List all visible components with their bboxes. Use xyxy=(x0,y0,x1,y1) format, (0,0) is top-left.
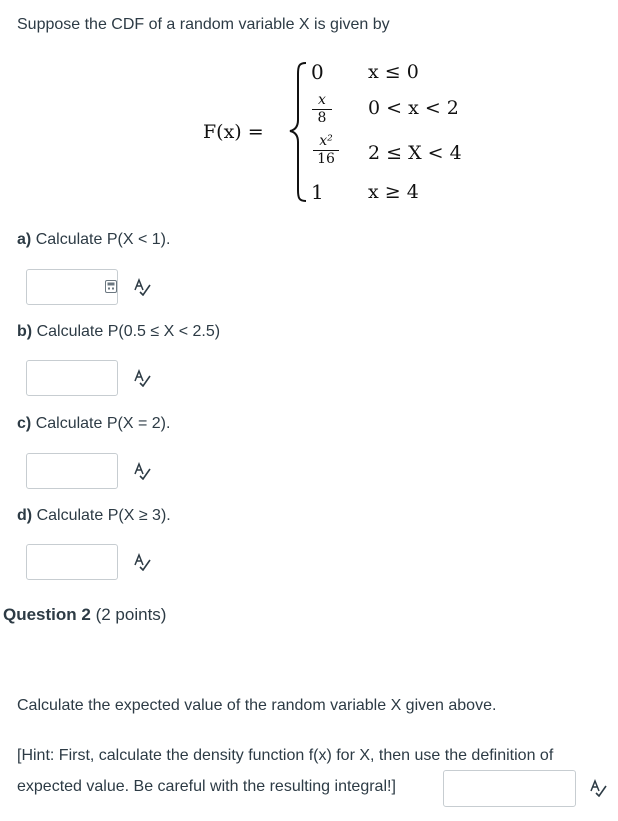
part-d-answer-input[interactable] xyxy=(26,544,118,580)
question-2-header xyxy=(3,605,166,625)
part-a-prompt xyxy=(17,230,170,250)
case-1-numerator: x xyxy=(318,92,326,108)
case-1-condition: 0 < x < 2 xyxy=(368,97,459,119)
formula-lhs: F(x) = xyxy=(203,121,264,143)
case-0-condition: x ≤ 0 xyxy=(368,61,419,83)
question-2-hint-line-1: [Hint: First, calculate the density function f(x) for X, then use the definition of xyxy=(17,747,554,764)
part-b-text: Calculate P(0.5 ≤ X < 2.5) xyxy=(36,323,221,340)
spellcheck-icon[interactable] xyxy=(133,278,151,296)
left-brace-icon xyxy=(287,60,309,205)
case-3-value: 1 xyxy=(311,180,324,204)
part-a-label: a) xyxy=(17,231,32,248)
part-d-prompt xyxy=(17,506,171,526)
part-c-label: c) xyxy=(17,415,32,432)
spellcheck-icon[interactable] xyxy=(133,462,151,480)
part-d-text: Calculate P(X ≥ 3). xyxy=(36,507,171,524)
question-2-prompt: Calculate the expected value of the random variable X given above. xyxy=(17,697,497,714)
part-c-answer-input[interactable] xyxy=(26,453,118,489)
spellcheck-icon[interactable] xyxy=(133,369,151,387)
case-2-value xyxy=(313,134,339,167)
part-b-prompt xyxy=(17,322,220,342)
question-2-title: Question 2 xyxy=(3,605,91,624)
case-2-condition: 2 ≤ X < 4 xyxy=(368,142,462,164)
question-2-hint-line-2: expected value. Be careful with the resulting integral!] xyxy=(17,778,396,795)
case-2-numerator: x² xyxy=(319,133,333,149)
case-1-value xyxy=(312,93,332,126)
spellcheck-icon[interactable] xyxy=(133,553,151,571)
case-0-value: 0 xyxy=(311,60,324,84)
spellcheck-icon[interactable] xyxy=(589,779,607,797)
cdf-formula xyxy=(0,0,618,215)
part-d-label: d) xyxy=(17,507,33,524)
part-c-prompt xyxy=(17,414,170,434)
calculator-icon[interactable] xyxy=(105,280,117,293)
intro-text: Suppose the CDF of a random variable X is given by xyxy=(17,16,390,33)
part-b-label: b) xyxy=(17,323,33,340)
question-2-answer-input[interactable] xyxy=(443,770,576,807)
part-c-text: Calculate P(X = 2). xyxy=(35,415,171,432)
case-3-condition: x ≥ 4 xyxy=(368,181,419,203)
part-b-answer-input[interactable] xyxy=(26,360,118,396)
part-a-text: Calculate P(X < 1). xyxy=(35,231,171,248)
case-2-denominator: 16 xyxy=(317,151,335,167)
question-2-points: (2 points) xyxy=(95,605,167,624)
case-1-denominator: 8 xyxy=(317,110,327,126)
